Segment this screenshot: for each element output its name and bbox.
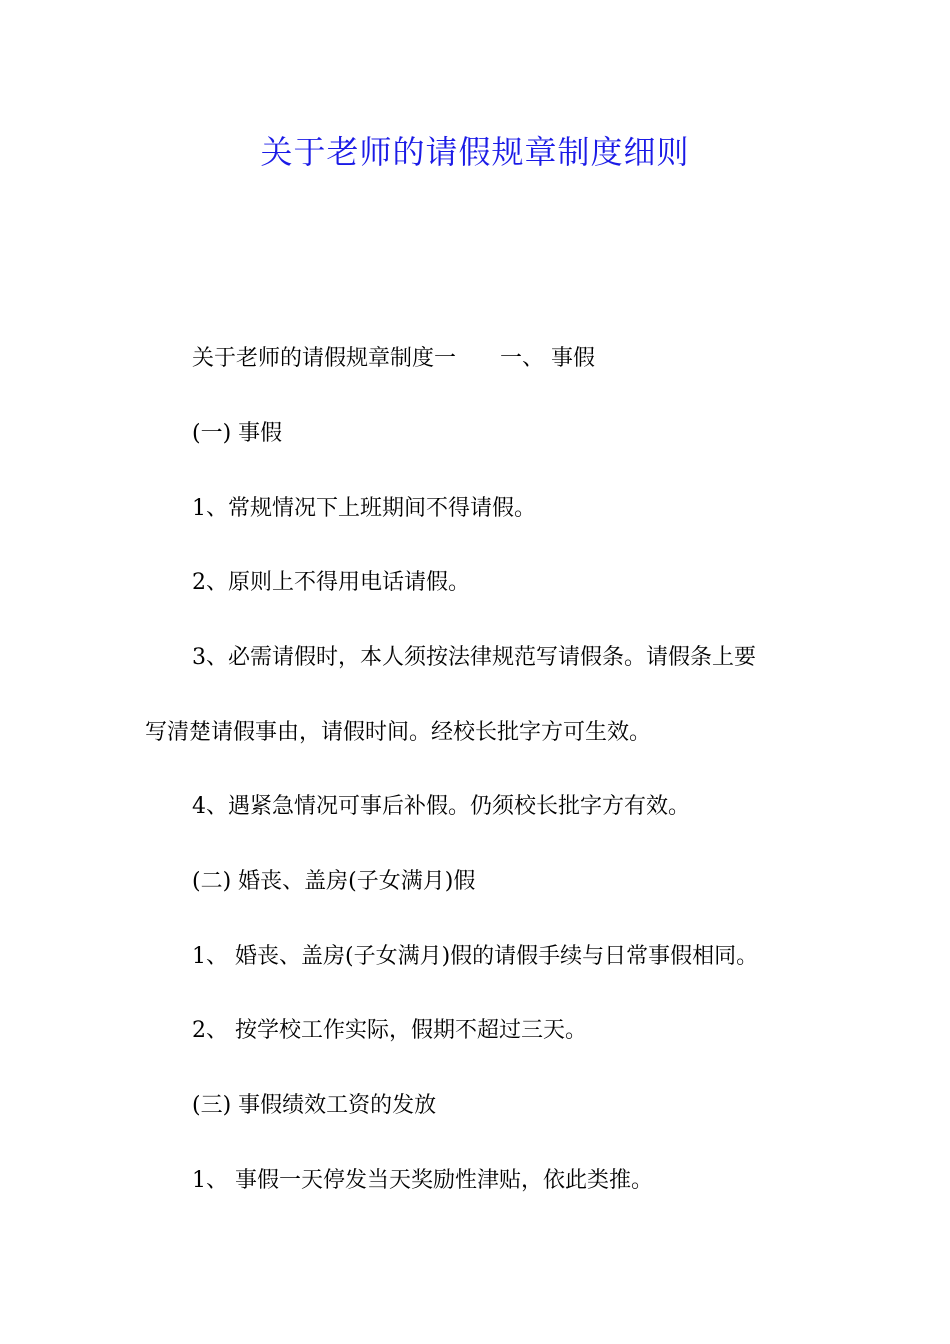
section-heading: (一) 事假 <box>192 421 283 446</box>
paragraph-line: 1、 婚丧、盖房(子女满月)假的请假手续与日常事假相同。 <box>192 944 759 969</box>
paragraph-line: 写清楚请假事由，请假时间。经校长批字方可生效。 <box>145 720 652 745</box>
paragraph-line: 1、常规情况下上班期间不得请假。 <box>192 496 536 521</box>
paragraph-line: 2、 按学校工作实际，假期不超过三天。 <box>192 1018 587 1043</box>
section-heading: (三) 事假绩效工资的发放 <box>192 1093 437 1118</box>
paragraph-line: 1、 事假一天停发当天奖励性津贴，依此类推。 <box>192 1168 653 1193</box>
document-title: 关于老师的请假规章制度细则 <box>260 133 690 171</box>
section-heading: (二) 婚丧、盖房(子女满月)假 <box>192 869 476 894</box>
paragraph-line: 2、原则上不得用电话请假。 <box>192 570 470 595</box>
paragraph-line: 4、遇紧急情况可事后补假。仍须校长批字方有效。 <box>192 794 690 819</box>
paragraph-line: 3、必需请假时，本人须按法律规范写请假条。请假条上要 <box>192 645 756 670</box>
paragraph-line: 关于老师的请假规章制度一 一、 事假 <box>192 346 595 371</box>
